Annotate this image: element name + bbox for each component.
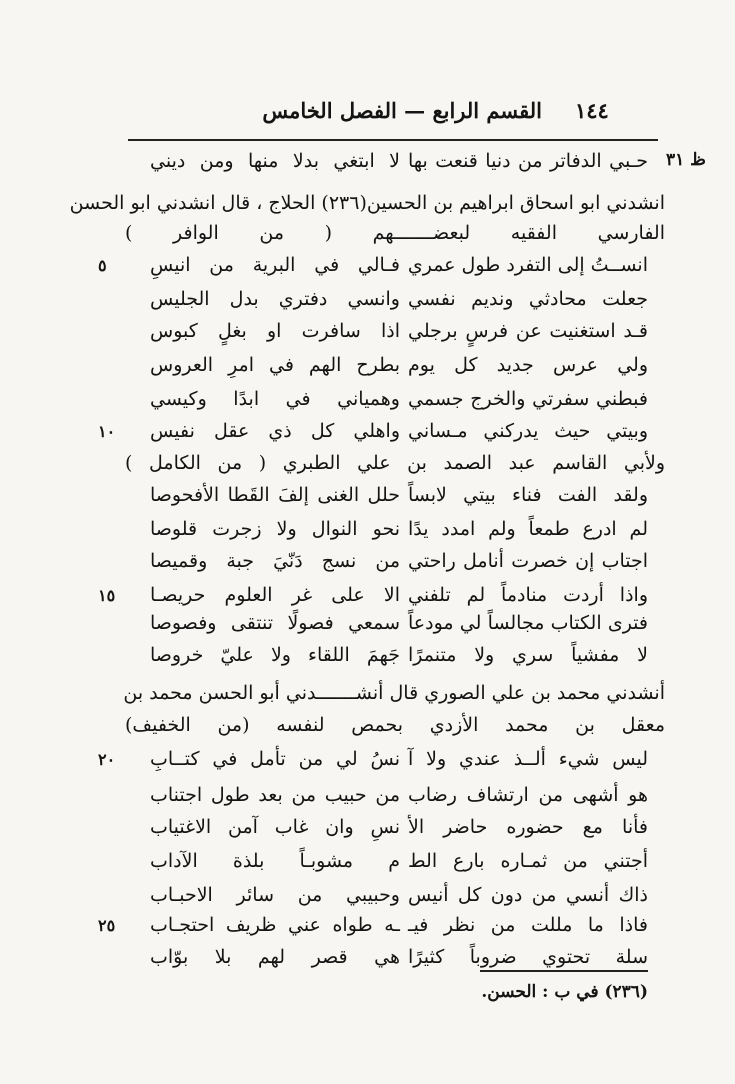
verse-second-hemistich: وحبيبي من سائر الاحبـاب — [150, 884, 400, 906]
line-number: ٢٥ — [98, 916, 116, 935]
verse-first-hemistich: ذاك أنسي من دون كل أنيس — [408, 884, 648, 906]
line-number: ٥ — [98, 256, 107, 275]
verse-first-hemistich: فبطني سفرتي والخرج جسمي — [408, 388, 648, 410]
verse-second-hemistich: نحو النوال ولا زجرت قلوصا — [150, 518, 400, 540]
verse-second-hemistich: الا على غر العلوم حريصـا — [150, 584, 400, 606]
prose-line: ولأبي القاسم عبد الصمد بن علي الطبري ( من الكامل ) — [125, 452, 665, 474]
verse-second-hemistich: سمعي فصولًا تنتقى وفصوصا — [150, 612, 400, 634]
line-number: ٢٠ — [98, 750, 116, 769]
verse-first-hemistich: ولي عرس جديد كل يوم — [408, 354, 648, 376]
page-number: ١٤٤ — [575, 98, 609, 123]
verse-second-hemistich: نسُ لي من تأمل في كتــابِ — [150, 748, 400, 770]
verse-first-hemistich: ولقد الفت فناء بيتي لابساً — [408, 484, 648, 506]
verse-second-hemistich: من حبيب من بعد طول اجتناب — [150, 784, 400, 806]
running-title: القسم الرابع — الفصل الخامس — [262, 98, 542, 123]
footnote-rule — [480, 970, 648, 972]
prose-line: انشدني ابو اسحاق ابراهيم بن الحسين(٢٣٦) الحلاج ، قال انشدني ابو الحسن — [69, 192, 665, 214]
prose-line: الفارسي الفقيه لبعضـــــــهم ( من الوافر ) — [125, 222, 665, 244]
prose-line: معقل بن محمد الأزدي بحمص لنفسه (من الخفيف) — [125, 714, 665, 736]
margin-reference: ظ ٣١ — [666, 150, 706, 170]
verse-first-hemistich: قـد استغنيت عن فرسٍ برجلي — [408, 320, 648, 342]
verse-first-hemistich: جعلت محادثي ونديم نفسي — [408, 288, 648, 310]
verse-second-hemistich: بطرح الهم في امرِ العروس — [150, 354, 400, 376]
verse-second-hemistich: م مشوبـاً بلذة الآداب — [150, 850, 400, 872]
verse-first-hemistich: فترى الكتاب مجالساً لي مودعاً — [408, 612, 648, 634]
verse-second-hemistich: وانسي دفتري بدل الجليس — [150, 288, 400, 310]
verse-second-hemistich: وهمياني في ابدًا وكيسي — [150, 388, 400, 410]
verse-first-hemistich: حـبي الدفاتر من دنيا قنعت بها — [408, 150, 648, 172]
verse-second-hemistich: جَهمَ اللقاء ولا عليّ خروصا — [150, 644, 400, 666]
verse-first-hemistich: سلة تحتوي ضروباً كثيرًا — [408, 946, 648, 968]
verse-second-hemistich: ـه طواه عني ظريف احتجـاب — [150, 914, 400, 936]
verse-second-hemistich: نسِ وان غاب آمن الاغتياب — [150, 816, 400, 838]
verse-first-hemistich: لم ادرع طمعاً ولم امدد يدًا — [408, 518, 648, 540]
verse-first-hemistich: اجتاب إن خصرت أنامل راحتي — [408, 550, 648, 572]
verse-first-hemistich: لا مفشياً سري ولا متنمرًا — [408, 644, 648, 666]
verse-first-hemistich: ليس شي‌ء ألــذ عندي ولا آ — [408, 748, 648, 770]
verse-second-hemistich: اذا سافرت او بغلٍ كبوس — [150, 320, 400, 342]
header-rule — [128, 139, 658, 141]
verse-second-hemistich: حلل الغنى إلفَ القَطا الأفحوصا — [150, 484, 400, 506]
verse-first-hemistich: فاذا ما مللت من نظر فيـ — [408, 914, 648, 936]
verse-second-hemistich: فـالي في البرية من انيسِ — [150, 254, 400, 276]
verse-second-hemistich: واهلي كل ذي عقل نفيس — [150, 420, 400, 442]
verse-second-hemistich: من نسج دَنّيَ جبة وقميصا — [150, 550, 400, 572]
line-number: ١٥ — [98, 586, 116, 605]
verse-first-hemistich: وبيتي حيث يدركني مـساني — [408, 420, 648, 442]
verse-first-hemistich: هو أشهى من ارتشاف رضاب — [408, 784, 648, 806]
verse-second-hemistich: هي قصر لهم بلا بوّاب — [150, 946, 400, 968]
verse-first-hemistich: فأنا مع حضوره حاضر الأ — [408, 816, 648, 838]
verse-first-hemistich: واذا أردت منادماً لم تلفني — [408, 584, 648, 606]
verse-first-hemistich: انســتُ إلى التفرد طول عمري — [407, 254, 648, 276]
verse-second-hemistich: لا ابتغي بدلا منها ومن ديني — [150, 150, 400, 172]
prose-line: أنشدني محمد بن علي الصوري قال أنشـــــــدني أبو الحسن محمد بن — [123, 682, 665, 704]
line-number: ١٠ — [98, 422, 116, 441]
verse-first-hemistich: أجتني من ثمـاره بارع الط — [408, 850, 648, 872]
footnote: (٢٣٦) في ب : الحسن. — [481, 982, 648, 1002]
